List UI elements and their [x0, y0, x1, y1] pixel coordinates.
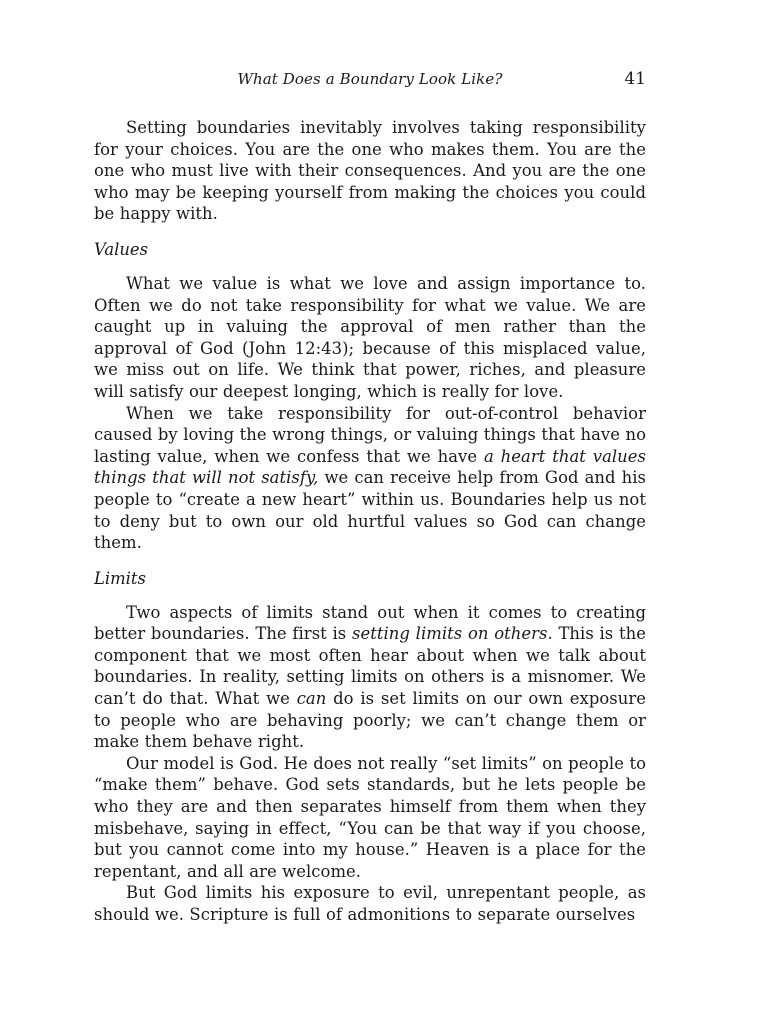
section-heading-limits: Limits: [94, 568, 146, 588]
book-page: [94, 0, 646, 1024]
emphasis-text: setting limits on others.: [352, 624, 553, 644]
text-run: Two aspects of limits stand out when it comes to creating better boundaries. The first is: [94, 602, 646, 644]
running-title: What Does a Boundary Look Like?: [237, 70, 503, 88]
emphasis-text: a heart that values things that will not satisfy,: [94, 446, 646, 488]
spacer: [94, 225, 646, 239]
paragraph-values-2: [94, 403, 646, 554]
spacer: [94, 590, 646, 602]
spacer: [94, 554, 646, 568]
running-header: [94, 66, 646, 92]
paragraph-intro: Setting boundaries inevitably involves taking responsibility for your choices. You are the one who makes them. You are the one who must live with their consequences. And you are the one who may be keeping yourself from making the choices you could be happy with.: [94, 118, 646, 224]
text-run: we can receive help from God and his people to “create a new heart” within us. Boundaries help us not to deny but to own our old hurtful values so God can change them.: [94, 468, 646, 553]
spacer: [94, 261, 646, 273]
emphasis-text: can: [296, 689, 327, 709]
body-text: [94, 117, 646, 926]
text-run: do is set limits on our own exposure to people who are behaving poorly; we can’t change them or make them behave right.: [94, 689, 646, 752]
section-heading-values: Values: [94, 239, 149, 259]
text-run: This is the component that we most often hear about when we talk about boundaries. In reality, setting limits on others is a misnomer. We can’t do that. What we: [94, 624, 646, 709]
paragraph-limits-2: Our model is God. He does not really “set limits” on people to “make them” behave. God sets standards, but he lets people be who they are and then separates himself from them when they misbehave, saying in effect, “You can be that way if you choose, but you cannot come into my house.” Heaven is a place for the repentant, and all are welcome.: [94, 753, 646, 881]
page-number: 41: [624, 69, 646, 89]
text-run: When we take responsibility for out-of-control behavior caused by loving the wrong things, or valuing things that have no lasting value, when we confess that we have: [94, 403, 646, 466]
paragraph-limits-1: [94, 602, 646, 753]
paragraph-limits-3: But God limits his exposure to evil, unrepentant people, as should we. Scripture is full of admonitions to separate ourselves: [94, 883, 646, 924]
paragraph-values-1: What we value is what we love and assign importance to. Often we do not take responsibility for what we value. We are caught up in valuing the approval of men rather than the approval of God (John 12:43); because of this misplaced value, we miss out on life. We think that power, riches, and pleasure will satisfy our deepest longing, which is really for love.: [94, 273, 646, 401]
